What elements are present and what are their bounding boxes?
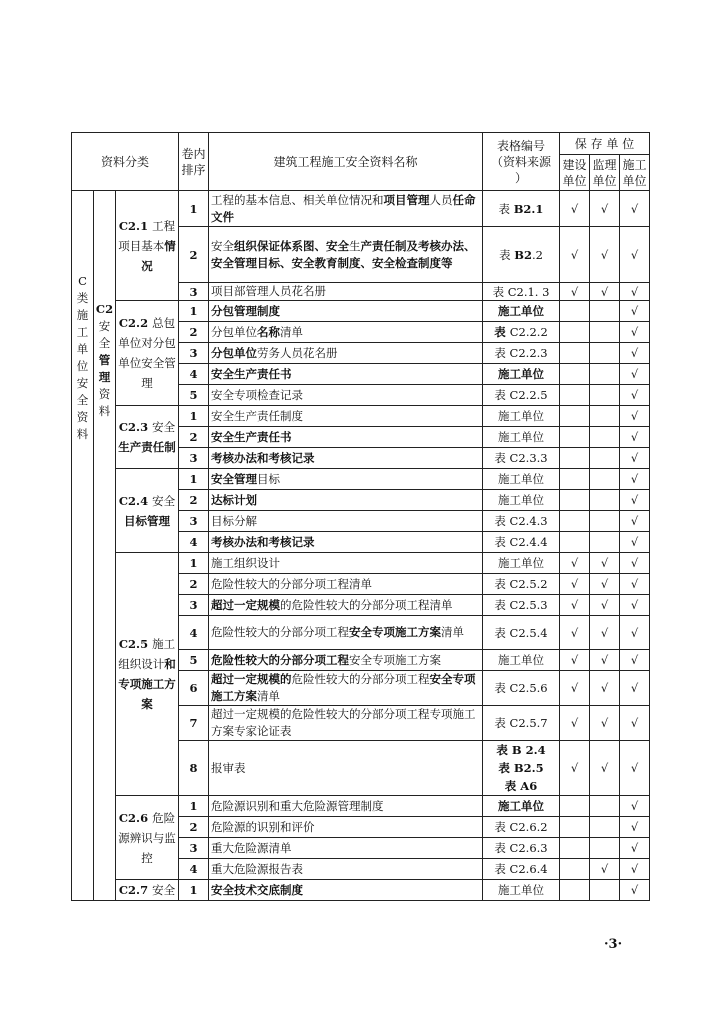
keep-check: √ bbox=[560, 671, 590, 706]
row-order: 1 bbox=[179, 191, 209, 227]
record-name: 安全组织保证体系图、安全生产责任制及考核办法、安全管理目标、安全教育制度、安全检查制度等 bbox=[209, 227, 483, 283]
keep-check: √ bbox=[620, 880, 650, 901]
keep-check: √ bbox=[560, 574, 590, 595]
keep-check: √ bbox=[620, 706, 650, 741]
table-row bbox=[72, 880, 650, 901]
record-name: 考核办法和考核记录 bbox=[209, 532, 483, 553]
form-number: 表 C2.5.4 bbox=[483, 616, 560, 650]
row-order: 4 bbox=[179, 364, 209, 385]
keep-check: √ bbox=[560, 741, 590, 796]
keep-check bbox=[590, 406, 620, 427]
keep-check bbox=[590, 301, 620, 322]
keep-check: √ bbox=[620, 616, 650, 650]
row-order: 3 bbox=[179, 838, 209, 859]
record-name: 安全管理目标 bbox=[209, 469, 483, 490]
table-row bbox=[72, 191, 650, 227]
keep-check: √ bbox=[590, 741, 620, 796]
row-order: 2 bbox=[179, 817, 209, 838]
keep-check bbox=[590, 880, 620, 901]
record-name: 危险源的识别和评价 bbox=[209, 817, 483, 838]
keep-check: √ bbox=[620, 364, 650, 385]
form-number: 表 C2.4.3 bbox=[483, 511, 560, 532]
record-name: 危险性较大的分部分项工程安全专项施工方案清单 bbox=[209, 616, 483, 650]
group-title: C2.2 总包单位对分包单位安全管理 bbox=[116, 301, 179, 406]
form-number: 表 C2.5.6 bbox=[483, 671, 560, 706]
group-title: C2.7 安全 bbox=[116, 880, 179, 901]
header-keep-unit: 建设 单位 bbox=[560, 155, 590, 191]
keep-check bbox=[560, 364, 590, 385]
keep-check: √ bbox=[620, 406, 650, 427]
keep-check: √ bbox=[620, 227, 650, 283]
header-keep: 保 存 单 位 bbox=[560, 133, 650, 155]
header-category: 资料分类 bbox=[72, 133, 179, 191]
form-number: 施工单位 bbox=[483, 427, 560, 448]
keep-check bbox=[560, 796, 590, 817]
keep-check: √ bbox=[560, 283, 590, 301]
keep-check: √ bbox=[560, 595, 590, 616]
form-number: 施工单位 bbox=[483, 650, 560, 671]
keep-check bbox=[560, 859, 590, 880]
keep-check: √ bbox=[560, 191, 590, 227]
form-number: 施工单位 bbox=[483, 880, 560, 901]
record-name: 分包单位名称清单 bbox=[209, 322, 483, 343]
record-name: 安全技术交底制度 bbox=[209, 880, 483, 901]
record-name: 报审表 bbox=[209, 741, 483, 796]
form-number: 表 C2.3.3 bbox=[483, 448, 560, 469]
form-number: 表 C2.4.4 bbox=[483, 532, 560, 553]
record-name: 超过一定规模的危险性较大的分部分项工程专项施工方案专家论证表 bbox=[209, 706, 483, 741]
keep-check: √ bbox=[620, 385, 650, 406]
form-number: 施工单位 bbox=[483, 406, 560, 427]
keep-check bbox=[560, 838, 590, 859]
row-order: 1 bbox=[179, 406, 209, 427]
row-order: 3 bbox=[179, 448, 209, 469]
row-order: 2 bbox=[179, 427, 209, 448]
record-name: 重大危险源报告表 bbox=[209, 859, 483, 880]
row-order: 4 bbox=[179, 616, 209, 650]
record-name: 目标分解 bbox=[209, 511, 483, 532]
keep-check: √ bbox=[620, 671, 650, 706]
keep-check: √ bbox=[620, 532, 650, 553]
keep-check: √ bbox=[620, 838, 650, 859]
keep-check bbox=[590, 469, 620, 490]
keep-check bbox=[590, 838, 620, 859]
form-number: 表 C2.1. 3 bbox=[483, 283, 560, 301]
keep-check: √ bbox=[590, 595, 620, 616]
row-order: 1 bbox=[179, 796, 209, 817]
keep-check bbox=[590, 490, 620, 511]
row-order: 5 bbox=[179, 650, 209, 671]
record-name: 施工组织设计 bbox=[209, 553, 483, 574]
keep-check bbox=[590, 322, 620, 343]
form-number: 表 C2.5.2 bbox=[483, 574, 560, 595]
keep-check: √ bbox=[590, 616, 620, 650]
keep-check bbox=[560, 301, 590, 322]
record-name: 危险性较大的分部分项工程安全专项施工方案 bbox=[209, 650, 483, 671]
row-order: 8 bbox=[179, 741, 209, 796]
form-number: 表 C2.6.3 bbox=[483, 838, 560, 859]
form-number: 表 C2.5.7 bbox=[483, 706, 560, 741]
group-title: C2.5 施工组织设计和专项施工方案 bbox=[116, 553, 179, 796]
row-order: 7 bbox=[179, 706, 209, 741]
keep-check bbox=[560, 385, 590, 406]
form-number: 表 B2.2 bbox=[483, 227, 560, 283]
form-number: 施工单位 bbox=[483, 301, 560, 322]
record-name: 项目部管理人员花名册 bbox=[209, 283, 483, 301]
row-order: 2 bbox=[179, 227, 209, 283]
category-c2-cell: C2 安 全 管 理 资 料 bbox=[94, 191, 116, 901]
form-number: 施工单位 bbox=[483, 553, 560, 574]
record-name: 安全生产责任制度 bbox=[209, 406, 483, 427]
table-row bbox=[72, 301, 650, 322]
keep-check: √ bbox=[620, 553, 650, 574]
table-row bbox=[72, 469, 650, 490]
row-order: 1 bbox=[179, 880, 209, 901]
page-number: ·3· bbox=[604, 937, 623, 952]
keep-check bbox=[590, 511, 620, 532]
header-name: 建筑工程施工安全资料名称 bbox=[209, 133, 483, 191]
row-order: 3 bbox=[179, 595, 209, 616]
keep-check: √ bbox=[620, 283, 650, 301]
row-order: 1 bbox=[179, 301, 209, 322]
row-order: 3 bbox=[179, 283, 209, 301]
keep-check bbox=[560, 322, 590, 343]
record-name: 分包单位劳务人员花名册 bbox=[209, 343, 483, 364]
header-keep-unit: 施工 单位 bbox=[620, 155, 650, 191]
keep-check: √ bbox=[560, 227, 590, 283]
keep-check bbox=[560, 490, 590, 511]
row-order: 1 bbox=[179, 469, 209, 490]
record-name: 达标计划 bbox=[209, 490, 483, 511]
keep-check: √ bbox=[620, 322, 650, 343]
keep-check: √ bbox=[620, 511, 650, 532]
keep-check: √ bbox=[590, 650, 620, 671]
keep-check: √ bbox=[620, 574, 650, 595]
keep-check: √ bbox=[620, 343, 650, 364]
form-number: 表 B 2.4 表 B2.5 表 A6 bbox=[483, 741, 560, 796]
keep-check: √ bbox=[620, 469, 650, 490]
category-c-cell: C 类 施 工 单 位 安 全 资 料 bbox=[72, 191, 94, 901]
header-order: 卷内 排序 bbox=[179, 133, 209, 191]
keep-check: √ bbox=[590, 574, 620, 595]
keep-check: √ bbox=[560, 650, 590, 671]
record-name: 工程的基本信息、相关单位情况和项目管理人员任命文件 bbox=[209, 191, 483, 227]
record-name: 危险性较大的分部分项工程清单 bbox=[209, 574, 483, 595]
keep-check: √ bbox=[620, 490, 650, 511]
keep-check bbox=[590, 385, 620, 406]
record-name: 危险源识别和重大危险源管理制度 bbox=[209, 796, 483, 817]
table-row bbox=[72, 406, 650, 427]
form-number: 施工单位 bbox=[483, 490, 560, 511]
row-order: 4 bbox=[179, 532, 209, 553]
keep-check bbox=[590, 364, 620, 385]
keep-check: √ bbox=[590, 191, 620, 227]
keep-check: √ bbox=[620, 650, 650, 671]
record-name: 超过一定规模的危险性较大的分部分项工程安全专项施工方案清单 bbox=[209, 671, 483, 706]
keep-check: √ bbox=[620, 741, 650, 796]
keep-check: √ bbox=[620, 191, 650, 227]
keep-check bbox=[590, 817, 620, 838]
keep-check: √ bbox=[560, 706, 590, 741]
record-name: 安全生产责任书 bbox=[209, 364, 483, 385]
row-order: 4 bbox=[179, 859, 209, 880]
keep-check bbox=[560, 406, 590, 427]
record-name: 超过一定规模的危险性较大的分部分项工程清单 bbox=[209, 595, 483, 616]
row-order: 2 bbox=[179, 490, 209, 511]
form-number: 施工单位 bbox=[483, 796, 560, 817]
form-number: 表 C2.5.3 bbox=[483, 595, 560, 616]
keep-check bbox=[560, 880, 590, 901]
row-order: 2 bbox=[179, 322, 209, 343]
group-title: C2.4 安全目标管理 bbox=[116, 469, 179, 553]
header-keep-unit: 监理 单位 bbox=[590, 155, 620, 191]
keep-check bbox=[560, 427, 590, 448]
record-name: 安全专项检查记录 bbox=[209, 385, 483, 406]
header-form-no: 表格编号 （资料来源 ） bbox=[483, 133, 560, 191]
row-order: 3 bbox=[179, 511, 209, 532]
keep-check bbox=[590, 427, 620, 448]
record-name: 重大危险源清单 bbox=[209, 838, 483, 859]
keep-check bbox=[560, 511, 590, 532]
keep-check bbox=[590, 796, 620, 817]
form-number: 表 C2.2.3 bbox=[483, 343, 560, 364]
table-row bbox=[72, 553, 650, 574]
keep-check: √ bbox=[620, 448, 650, 469]
keep-check bbox=[560, 469, 590, 490]
group-title: C2.3 安全生产责任制 bbox=[116, 406, 179, 469]
record-name: 分包管理制度 bbox=[209, 301, 483, 322]
keep-check: √ bbox=[620, 796, 650, 817]
keep-check: √ bbox=[590, 227, 620, 283]
keep-check bbox=[560, 532, 590, 553]
keep-check: √ bbox=[590, 671, 620, 706]
keep-check bbox=[560, 343, 590, 364]
keep-check bbox=[560, 817, 590, 838]
form-number: 表 C2.6.4 bbox=[483, 859, 560, 880]
keep-check: √ bbox=[560, 553, 590, 574]
row-order: 6 bbox=[179, 671, 209, 706]
keep-check bbox=[590, 343, 620, 364]
keep-check bbox=[590, 448, 620, 469]
keep-check bbox=[590, 532, 620, 553]
row-order: 3 bbox=[179, 343, 209, 364]
row-order: 5 bbox=[179, 385, 209, 406]
keep-check: √ bbox=[590, 706, 620, 741]
keep-check: √ bbox=[620, 301, 650, 322]
form-number: 表 C2.2.5 bbox=[483, 385, 560, 406]
group-title: C2.1 工程项目基本情况 bbox=[116, 191, 179, 301]
record-name: 考核办法和考核记录 bbox=[209, 448, 483, 469]
group-title: C2.6 危险源辨识与监控 bbox=[116, 796, 179, 880]
safety-records-table bbox=[71, 132, 650, 901]
keep-check: √ bbox=[620, 859, 650, 880]
keep-check: √ bbox=[590, 553, 620, 574]
keep-check: √ bbox=[620, 595, 650, 616]
keep-check bbox=[560, 448, 590, 469]
form-number: 表 C2.2.2 bbox=[483, 322, 560, 343]
keep-check: √ bbox=[620, 427, 650, 448]
keep-check: √ bbox=[590, 859, 620, 880]
record-name: 安全生产责任书 bbox=[209, 427, 483, 448]
table-row bbox=[72, 796, 650, 817]
form-number: 施工单位 bbox=[483, 469, 560, 490]
form-number: 表 B2.1 bbox=[483, 191, 560, 227]
keep-check: √ bbox=[620, 817, 650, 838]
keep-check: √ bbox=[560, 616, 590, 650]
row-order: 1 bbox=[179, 553, 209, 574]
keep-check: √ bbox=[590, 283, 620, 301]
form-number: 施工单位 bbox=[483, 364, 560, 385]
form-number: 表 C2.6.2 bbox=[483, 817, 560, 838]
row-order: 2 bbox=[179, 574, 209, 595]
